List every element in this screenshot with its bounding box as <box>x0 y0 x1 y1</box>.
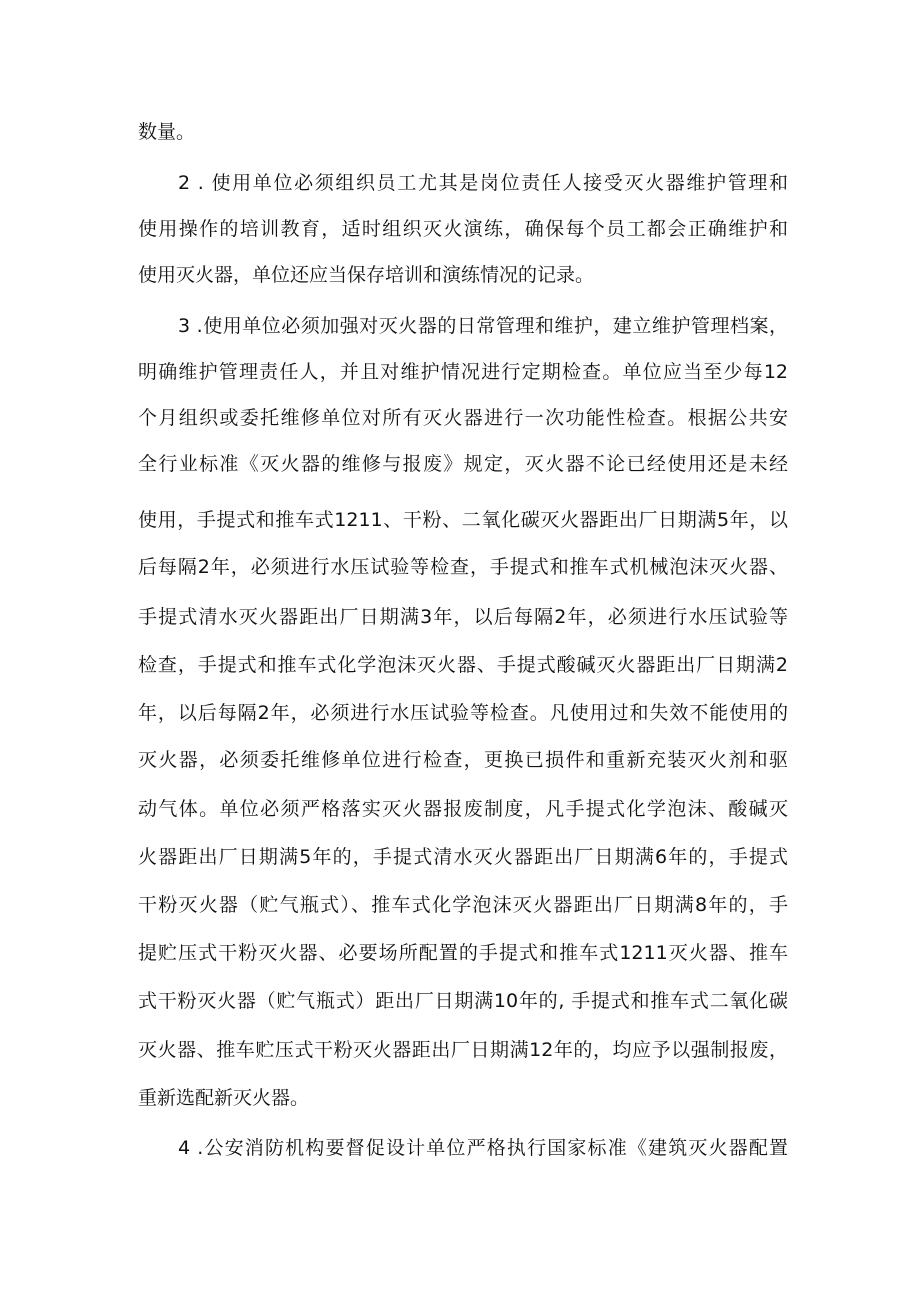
paragraph-4-start: 4 .公安消防机构要督促设计单位严格执行国家标准《建筑灭火器配置 <box>178 1137 788 1159</box>
text-line: 检查，手提式和推车式化学泡沫灭火器、手提式酸碱灭火器距出厂日期满2 <box>138 654 788 676</box>
text-line: 使用操作的培训教育，适时组织灭火演练，确保每个员工都会正确维护和 <box>138 218 788 240</box>
text-line: 式干粉灭火器（贮气瓶式）距出厂日期满10年的, 手提式和推车式二氧化碳 <box>138 990 788 1012</box>
paragraph-2-start: 2 . 使用单位必须组织员工尤其是岗位责任人接受灭火器维护管理和 <box>178 172 788 194</box>
text-line: 明确维护管理责任人，并且对维护情况进行定期检查。单位应当至少每12 <box>138 361 788 383</box>
text-line: 使用灭火器，单位还应当保存培训和演练情况的记录。 <box>138 264 595 286</box>
text-line: 灭火器、推车贮压式干粉灭火器距出厂日期满12年的，均应予以强制报废， <box>138 1039 788 1061</box>
text-line: 后每隔2年，必须进行水压试验等检查，手提式和推车式机械泡沫灭火器、 <box>138 556 788 578</box>
text-line: 个月组织或委托维修单位对所有灭火器进行一次功能性检查。根据公共安 <box>138 407 788 429</box>
paragraph-3-start: 3 .使用单位必须加强对灭火器的日常管理和维护，建立维护管理档案， <box>178 315 788 337</box>
text-line: 重新选配新灭火器。 <box>138 1087 310 1109</box>
text-line: 数量。 <box>138 121 196 143</box>
text-line: 手提式清水灭火器距出厂日期满3年，以后每隔2年，必须进行水压试验等 <box>138 606 788 628</box>
text-line: 火器距出厂日期满5年的，手提式清水灭火器距出厂日期满6年的，手提式 <box>138 846 788 868</box>
text-line: 使用，手提式和推车式1211、干粉、二氧化碳灭火器距出厂日期满5年，以 <box>138 509 788 531</box>
text-line: 提贮压式干粉灭火器、必要场所配置的手提式和推车式1211灭火器、推车 <box>138 942 788 964</box>
text-line: 年，以后每隔2年，必须进行水压试验等检查。凡使用过和失效不能使用的 <box>138 702 788 724</box>
text-line: 全行业标准《灭火器的维修与报废》规定，灭火器不论已经使用还是未经 <box>138 453 788 475</box>
text-line: 干粉灭火器（贮气瓶式）、推车式化学泡沫灭火器距出厂日期满8年的，手 <box>138 894 788 916</box>
text-line: 动气体。单位必须严格落实灭火器报废制度，凡手提式化学泡沫、酸碱灭 <box>138 798 788 820</box>
text-line: 灭火器，必须委托维修单位进行检查，更换已损件和重新充装灭火剂和驱 <box>138 749 788 771</box>
